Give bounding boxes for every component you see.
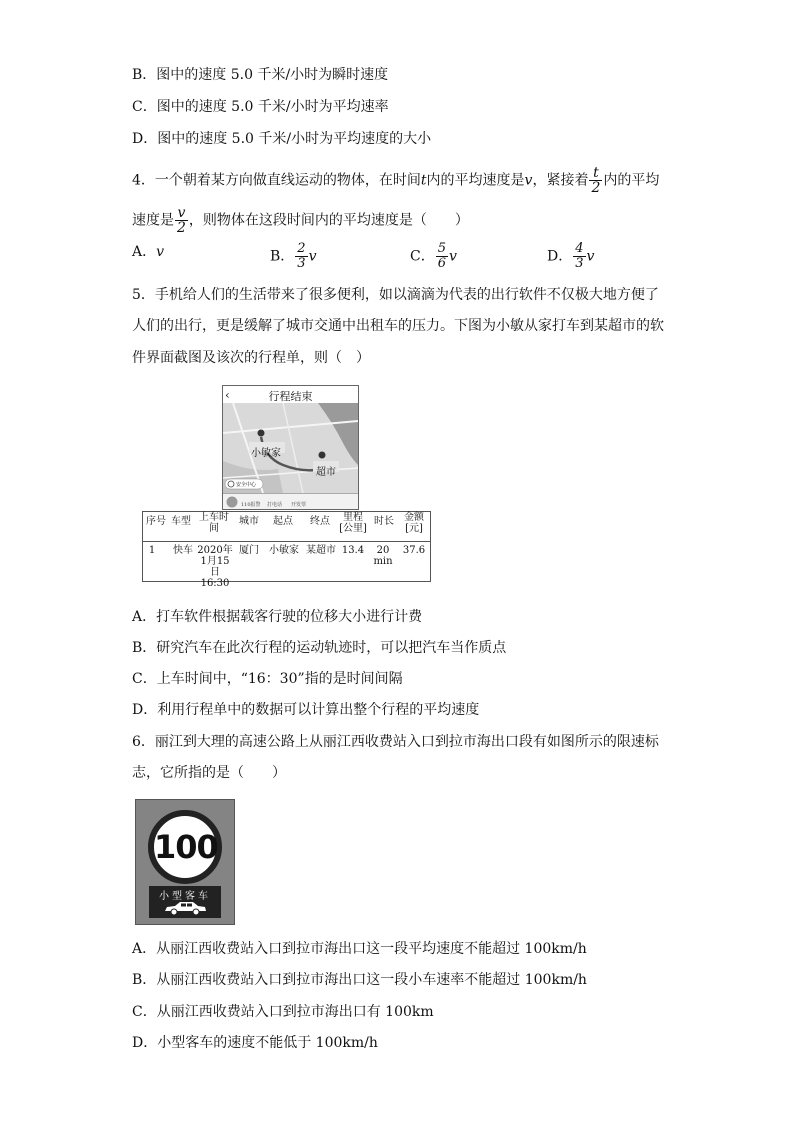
trip-cell: 厦门	[239, 545, 259, 556]
vehicle-type-plate	[149, 886, 221, 918]
q5-option-d: D．利用行程单中的数据可以计算出整个行程的平均速度	[132, 702, 480, 718]
trip-cell: 37.6	[402, 545, 426, 556]
back-icon: ‹	[225, 388, 230, 402]
q4-fraction-v-over-2: $\frac{v}{2}$	[177, 205, 186, 236]
q6-stem-line2: 志，它所指的是（ ）	[132, 765, 286, 781]
q4-option-c: C． $\frac{5}{6}$ v	[410, 241, 457, 271]
q4-text: ，紧接着	[532, 172, 589, 189]
q4-text: 内的平均速度是	[426, 172, 525, 189]
trip-header: 里程[公里]	[339, 512, 367, 534]
trip-cell: 2020年1月15日16:30	[197, 545, 233, 589]
q4-text: 速度是	[132, 212, 174, 229]
q5-option-a: A．打车软件根据载客行驶的位移大小进行计费	[132, 609, 423, 625]
q6-option-d: D．小型客车的速度不能低于 100km/h	[132, 1035, 378, 1051]
end-pin-icon	[319, 452, 326, 459]
police-button[interactable]: 110报警	[241, 502, 261, 508]
phone-button[interactable]: 打电话	[267, 502, 283, 508]
start-pin-icon	[258, 430, 265, 437]
avatar	[226, 496, 238, 508]
q4-var-v: v	[524, 172, 533, 189]
q5-stem-line3: 件界面截图及该次的行程单，则（ ）	[132, 350, 370, 366]
q5-stem-line1: 5．手机给人们的生活带来了很多便利，如以滴滴为代表的出行软件不仅极大地方便了	[132, 287, 659, 303]
q5-stem-line2: 人们的出行，更是缓解了城市交通中出租车的压力。下图为小敏从家打车到某超市的软	[132, 318, 664, 334]
q6-option-b: B．从丽江西收费站入口到拉市海出口这一段小车速率不能超过 100km/h	[132, 972, 587, 988]
safety-center-label: 安全中心	[236, 482, 257, 488]
q6-stem-line1: 6．丽江到大理的高速公路上从丽江西收费站入口到拉市海出口段有如图所示的限速标	[132, 734, 659, 750]
trip-cell: 20 min	[373, 545, 393, 567]
q6-option-a: A．从丽江西收费站入口到拉市海出口这一段平均速度不能超过 100km/h	[132, 941, 587, 957]
invoice-button[interactable]: 开发票	[291, 502, 307, 508]
q4-stem-line2	[132, 206, 469, 235]
car-icon	[163, 901, 207, 916]
q4-option-d: D． $\frac{4}{3}$ v	[547, 241, 595, 271]
vehicle-type-label: 小型客车	[159, 891, 211, 902]
trip-header: 金额[元]	[404, 512, 424, 534]
q4-option-a: A．v	[132, 244, 165, 260]
trip-header: 终点	[310, 516, 330, 527]
q3-option-d: D．图中的速度 5.0 千米/小时为平均速度的大小	[132, 131, 432, 147]
trip-header: 时长	[374, 516, 394, 527]
trip-cell: 13.4	[341, 545, 365, 556]
trip-header: 车型	[171, 516, 191, 527]
q4-option-b: B． $\frac{2}{3}$ v	[270, 241, 317, 271]
speed-limit-number: 100	[154, 828, 218, 866]
q3-option-c: C．图中的速度 5.0 千米/小时为平均速率	[132, 99, 389, 115]
app-bottom-bar	[223, 493, 358, 510]
q4-text: ，则物体在这段时间内的平均速度是（ ）	[188, 212, 469, 229]
trip-header: 序号	[146, 516, 166, 527]
q5-option-c: C．上车时间中，“16：30”指的是时间间隔	[132, 671, 403, 687]
map-label-home: 小敏家	[251, 448, 281, 459]
speed-limit-circle	[148, 810, 222, 884]
ride-app-screenshot	[222, 385, 359, 510]
route-map	[223, 403, 358, 493]
app-title: 行程结束	[268, 390, 313, 403]
trip-cell: 快车	[173, 545, 193, 556]
trip-header: 城市	[239, 516, 259, 527]
q4-var-t: t	[420, 172, 427, 189]
trip-header: 上车时间	[199, 512, 229, 534]
trip-table	[142, 511, 431, 589]
map-label-market: 超市	[316, 467, 336, 478]
speed-limit-sign	[135, 799, 235, 925]
q4-text: 内的平均	[603, 172, 660, 189]
q4-text: 4．一个朝着某方向做直线运动的物体，在时间	[132, 172, 421, 189]
q6-option-c: C．从丽江西收费站入口到拉市海出口有 100km	[132, 1004, 434, 1020]
trip-cell: 某超市	[306, 545, 336, 556]
q4-fraction-t-over-2: $\frac{t}{2}$	[591, 165, 601, 196]
trip-cell: 1	[148, 545, 156, 556]
q5-option-b: B．研究汽车在此次行程的运动轨迹时，可以把汽车当作质点	[132, 640, 507, 656]
q3-option-b: B．图中的速度 5.0 千米/小时为瞬时速度	[132, 67, 389, 83]
trip-header: 起点	[273, 516, 293, 527]
q4-stem-line1	[132, 166, 659, 195]
trip-cell: 小敏家	[269, 545, 299, 556]
